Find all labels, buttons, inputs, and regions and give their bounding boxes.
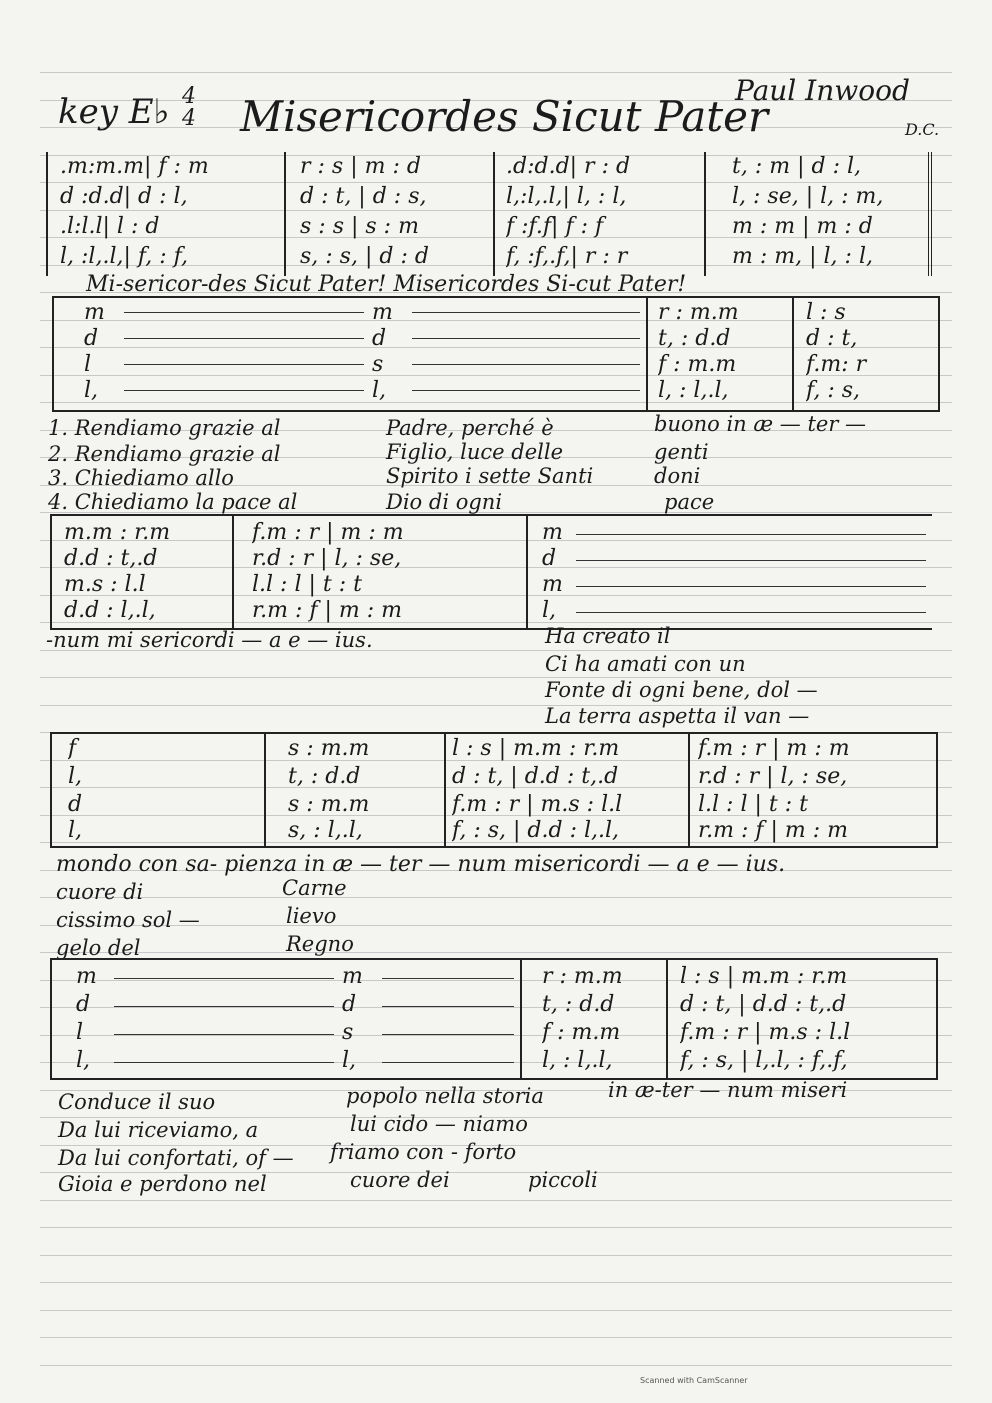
notes-cell: m.s : l.l bbox=[64, 572, 146, 597]
notes-cell: l, bbox=[76, 1048, 91, 1073]
notes-cell: t, : m | d : l, bbox=[732, 154, 862, 179]
time-signature-bottom: 4 bbox=[182, 106, 196, 131]
time-signature bbox=[182, 86, 196, 130]
ruling-line bbox=[40, 72, 952, 73]
hold-line bbox=[124, 378, 364, 391]
composer-name: Paul Inwood bbox=[735, 74, 910, 107]
ruling-line bbox=[40, 1227, 952, 1228]
hold-line bbox=[382, 964, 514, 979]
notes-cell: r.d : r | l, : se, bbox=[252, 546, 402, 571]
verse-line: 2. Rendiamo grazie al bbox=[48, 442, 281, 466]
hold-line bbox=[412, 352, 640, 365]
notes-cell: l, bbox=[342, 1048, 357, 1073]
da-capo-mark: D.C. bbox=[905, 120, 940, 139]
verse-line: Conduce il suo bbox=[58, 1090, 216, 1114]
voice-row-soprano bbox=[48, 154, 928, 180]
notes-cell: m : m | m : d bbox=[732, 214, 873, 239]
verse-line: Da lui confortati, of — bbox=[58, 1146, 294, 1170]
ruling-line bbox=[40, 1200, 952, 1201]
notes-cell: d bbox=[542, 546, 557, 571]
verse-line: in æ-ter — num miseri bbox=[608, 1078, 848, 1102]
notes-cell: f.m: r bbox=[806, 352, 867, 377]
notes-cell: d bbox=[68, 792, 83, 817]
hold-line bbox=[114, 992, 334, 1007]
notes-cell: l, bbox=[372, 378, 387, 403]
hold-line bbox=[124, 352, 364, 365]
notes-cell: l : s | m.m : r.m bbox=[452, 736, 620, 761]
notes-cell: l, bbox=[542, 598, 557, 623]
notes-cell: l, :l,.l,| f, : f, bbox=[60, 244, 188, 269]
notes-cell: f, : s, | l,.l, : f,.f, bbox=[680, 1048, 848, 1073]
notes-cell: d : t, | d.d : t,.d bbox=[452, 764, 619, 789]
key-signature: key E♭ bbox=[58, 92, 170, 132]
notes-cell: l, : l,.l, bbox=[658, 378, 729, 403]
verse-line: piccoli bbox=[528, 1168, 598, 1192]
notes-cell: l bbox=[76, 1020, 84, 1045]
notes-cell: d bbox=[76, 992, 91, 1017]
notes-cell: t, : d.d bbox=[542, 992, 615, 1017]
verse-line: cuore dei bbox=[350, 1168, 450, 1192]
notes-cell: t, : d.d bbox=[288, 764, 361, 789]
hold-line bbox=[412, 378, 640, 391]
hold-line bbox=[382, 992, 514, 1007]
ruling-line bbox=[40, 952, 952, 953]
refrain-lyric: -num mi sericordi — a e — ius. bbox=[46, 628, 373, 652]
notes-cell: f.m : r | m : m bbox=[252, 520, 404, 545]
notes-cell: d : t, | d.d : t,.d bbox=[680, 992, 847, 1017]
verse-line: Dio di ogni bbox=[386, 490, 503, 514]
verse-line: Fonte di ogni bene, dol — bbox=[545, 678, 818, 702]
notes-cell: l : s bbox=[806, 300, 846, 325]
hold-line bbox=[114, 964, 334, 979]
hold-line bbox=[576, 546, 926, 561]
notes-cell: m bbox=[542, 572, 563, 597]
notes-cell: l : s | m.m : r.m bbox=[680, 964, 848, 989]
hold-line bbox=[114, 1048, 334, 1063]
notes-cell: m bbox=[542, 520, 563, 545]
voice-row-bass bbox=[48, 244, 928, 270]
voice-row-alto bbox=[48, 184, 928, 210]
scanner-watermark: Scanned with CamScanner bbox=[640, 1376, 748, 1385]
verse-line: genti bbox=[654, 440, 709, 464]
notes-cell: d bbox=[342, 992, 357, 1017]
refrain-lyric: Mi-sericor-des Sicut Pater! Misericordes Si-cut Pater! bbox=[86, 272, 687, 297]
hold-line bbox=[124, 326, 364, 339]
verse-line: buono in æ — ter — bbox=[654, 412, 867, 436]
notes-cell: s bbox=[372, 352, 384, 377]
notes-cell: l, : se, | l, : m, bbox=[732, 184, 884, 209]
score-block-1 bbox=[46, 152, 932, 276]
score-block-3 bbox=[50, 514, 932, 630]
notes-cell: s : m.m bbox=[288, 736, 370, 761]
ruling-line bbox=[40, 705, 952, 706]
verse-line: lui cido — niamo bbox=[350, 1112, 528, 1136]
hold-line bbox=[576, 598, 926, 613]
notes-cell: d.d : t,.d bbox=[64, 546, 158, 571]
notes-cell: .l:l.l| l : d bbox=[60, 214, 160, 239]
refrain-lyric: mondo con sa- pienza in æ — ter — num misericordi — a e — ius. bbox=[56, 852, 786, 877]
notes-cell: m bbox=[372, 300, 393, 325]
notes-cell: m bbox=[342, 964, 363, 989]
song-title: Misericordes Sicut Pater bbox=[240, 92, 769, 141]
verse-line: gelo del bbox=[56, 936, 141, 960]
notes-cell: l,:l,.l,| l, : l, bbox=[506, 184, 627, 209]
verse-line: popolo nella storia bbox=[346, 1084, 544, 1108]
verse-line: Regno bbox=[286, 932, 354, 956]
notes-cell: .d:d.d| r : d bbox=[506, 154, 631, 179]
ruling-line bbox=[40, 1365, 952, 1366]
notes-cell: l, : l,.l, bbox=[542, 1048, 613, 1073]
notes-cell: f, :f,.f,| r : r bbox=[506, 244, 628, 269]
notes-cell: f : m.m bbox=[542, 1020, 621, 1045]
verse-line: cissimo sol — bbox=[56, 908, 200, 932]
verse-line: Carne bbox=[282, 876, 347, 900]
score-block-5 bbox=[50, 958, 938, 1080]
verse-line: friamo con - forto bbox=[330, 1140, 517, 1164]
hold-line bbox=[412, 300, 640, 313]
notes-cell: r.m : f | m : m bbox=[698, 818, 849, 843]
notes-cell: f.m : r | m.s : l.l bbox=[452, 792, 623, 817]
notes-cell: m : m, | l, : l, bbox=[732, 244, 873, 269]
notes-cell: f bbox=[68, 736, 77, 761]
verse-line: Da lui riceviamo, a bbox=[58, 1118, 259, 1142]
notes-cell: d.d : l,.l, bbox=[64, 598, 156, 623]
notes-cell: s, : s, | d : d bbox=[300, 244, 429, 269]
notes-cell: s : s | s : m bbox=[300, 214, 419, 239]
notes-cell: m.m : r.m bbox=[64, 520, 171, 545]
hold-line bbox=[412, 326, 640, 339]
verse-line: lievo bbox=[286, 904, 337, 928]
notes-cell: f :f.f| f : f bbox=[506, 214, 604, 239]
score-block-2 bbox=[52, 296, 940, 412]
score-block-4 bbox=[50, 732, 938, 848]
notes-cell: f.m : r | m : m bbox=[698, 736, 850, 761]
notes-cell: d : t, | d : s, bbox=[300, 184, 427, 209]
notes-cell: m bbox=[76, 964, 97, 989]
notes-cell: m bbox=[84, 300, 105, 325]
notes-cell: .m:m.m| f : m bbox=[60, 154, 209, 179]
notes-cell: l.l : l | t : t bbox=[252, 572, 362, 597]
hold-line bbox=[382, 1048, 514, 1063]
verse-line: 3. Chiediamo allo bbox=[48, 466, 234, 490]
verse-line: pace bbox=[664, 490, 715, 514]
hold-line bbox=[382, 1020, 514, 1035]
notes-cell: l bbox=[84, 352, 92, 377]
ruling-line bbox=[40, 1337, 952, 1338]
notes-cell: f : m.m bbox=[658, 352, 737, 377]
time-signature-top: 4 bbox=[182, 84, 196, 109]
notes-cell: s bbox=[342, 1020, 354, 1045]
notes-cell: d : t, bbox=[806, 326, 858, 351]
verse-line: Figlio, luce delle bbox=[386, 440, 563, 464]
verse-line: Ha creato il bbox=[545, 624, 671, 648]
verse-line: Gioia e perdono nel bbox=[58, 1172, 267, 1196]
voice-row-tenor bbox=[48, 214, 928, 240]
notes-cell: s : m.m bbox=[288, 792, 370, 817]
hold-line bbox=[124, 300, 364, 313]
ruling-line bbox=[40, 1282, 952, 1283]
verse-line: 1. Rendiamo grazie al bbox=[48, 416, 281, 440]
verse-line: Ci ha amati con un bbox=[545, 652, 746, 676]
notes-cell: t, : d.d bbox=[658, 326, 731, 351]
notes-cell: l, bbox=[84, 378, 99, 403]
verse-line: La terra aspetta il van — bbox=[545, 704, 810, 728]
ruling-line bbox=[40, 1310, 952, 1311]
notes-cell: r.m : f | m : m bbox=[252, 598, 403, 623]
notes-cell: l.l : l | t : t bbox=[698, 792, 808, 817]
verse-line: Spirito i sette Santi bbox=[386, 464, 594, 488]
notes-cell: d bbox=[372, 326, 387, 351]
hold-line bbox=[576, 572, 926, 587]
notes-cell: l, bbox=[68, 818, 83, 843]
notes-cell: l, bbox=[68, 764, 83, 789]
notes-cell: f.m : r | m.s : l.l bbox=[680, 1020, 851, 1045]
verse-line: doni bbox=[654, 464, 701, 488]
notes-cell: d :d.d| d : l, bbox=[60, 184, 188, 209]
ruling-line bbox=[40, 897, 952, 898]
notes-cell: r : m.m bbox=[542, 964, 623, 989]
notes-cell: d bbox=[84, 326, 99, 351]
verse-line: 4. Chiediamo la pace al bbox=[48, 490, 298, 514]
notes-cell: r : m.m bbox=[658, 300, 739, 325]
verse-line: cuore di bbox=[56, 880, 144, 904]
verse-line: Padre, perché è bbox=[386, 416, 554, 440]
notes-cell: f, : s, bbox=[806, 378, 861, 403]
ruling-line bbox=[40, 1255, 952, 1256]
hold-line bbox=[576, 520, 926, 535]
notes-cell: r.d : r | l, : se, bbox=[698, 764, 848, 789]
notes-cell: f, : s, | d.d : l,.l, bbox=[452, 818, 620, 843]
hold-line bbox=[114, 1020, 334, 1035]
notes-cell: s, : l,.l, bbox=[288, 818, 363, 843]
notes-cell: r : s | m : d bbox=[300, 154, 421, 179]
